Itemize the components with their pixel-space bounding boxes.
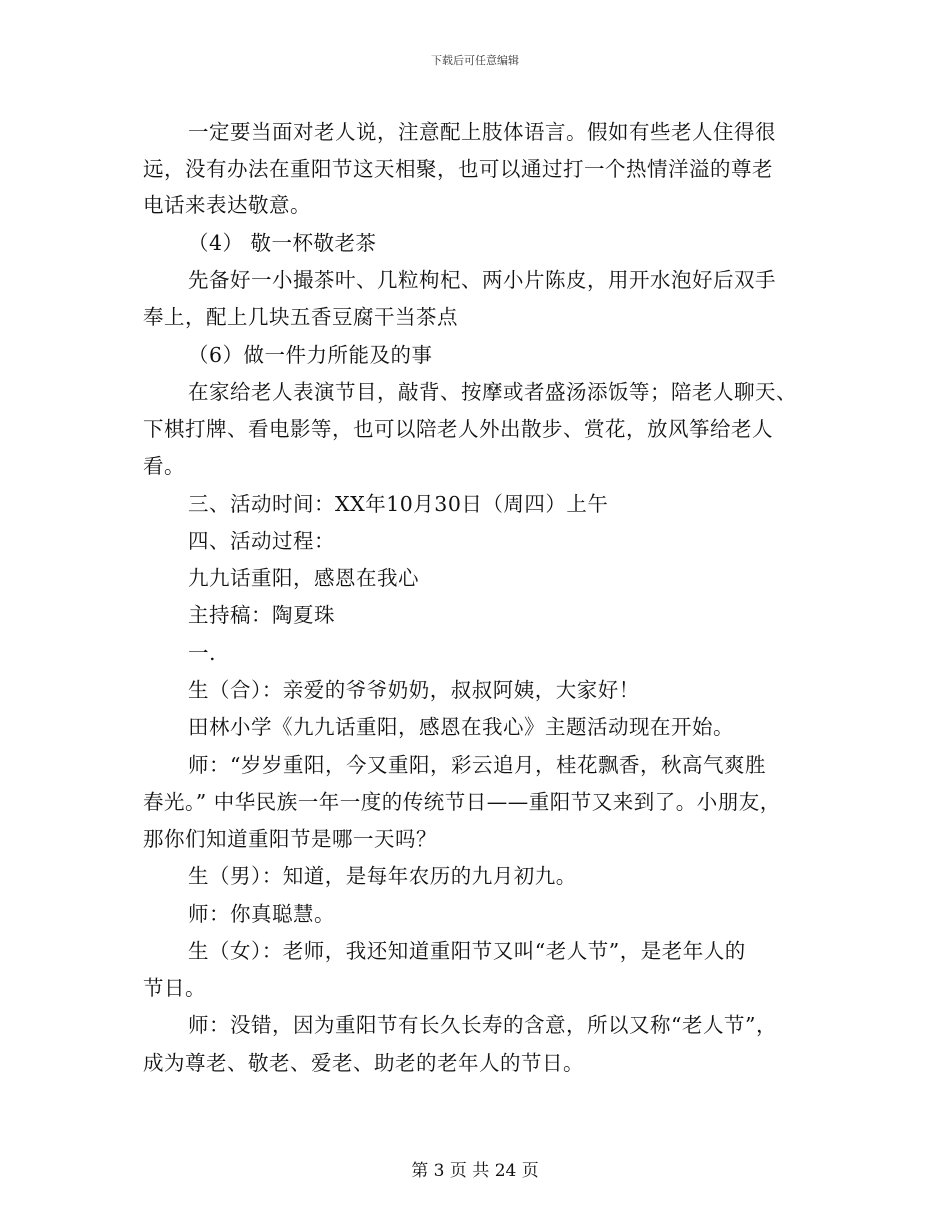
paragraph-line: 看。	[143, 454, 185, 478]
dialogue-line: 师：没错，因为重阳节有长久长寿的含意，所以又称“老人节”，	[188, 1013, 777, 1037]
dialogue-line: 师：“岁岁重阳，今又重阳，彩云追月，桂花飘香，秋高气爽胜	[188, 753, 766, 777]
paragraph-line: 下棋打牌、看电影等，也可以陪老人外出散步、赏花，放风筝给老人	[143, 417, 773, 441]
title-line: 九九话重阳，感恩在我心	[188, 566, 419, 590]
dialogue-line: 生（合）：亲爱的爷爷奶奶，叔叔阿姨，大家好！	[188, 678, 640, 702]
section-heading: 三、活动时间：XX年10月30日（周四）上午	[188, 492, 609, 516]
paragraph-line: 先备好一小撮茶叶、几粒枸杞、两小片陈皮，用开水泡好后双手	[188, 268, 776, 292]
section-heading: （6）做一件力所能及的事	[188, 343, 433, 367]
paragraph-line: 奉上，配上几块五香豆腐干当茶点	[143, 305, 458, 329]
paragraph-line: 远，没有办法在重阳节这天相聚，也可以通过打一个热情洋溢的尊老	[143, 157, 773, 181]
dialogue-line: 那你们知道重阳节是哪一天吗？	[143, 827, 437, 851]
paragraph-line: 在家给老人表演节目，敲背、按摩或者盛汤添饭等；陪老人聊天、	[188, 380, 797, 404]
host-line: 主持稿：陶夏珠	[188, 603, 335, 627]
dialogue-line: 生（男）：知道，是每年农历的九月初九。	[188, 864, 577, 888]
section-heading: 四、活动过程：	[188, 529, 335, 553]
page-header: 下载后可任意编辑	[431, 54, 519, 67]
dialogue-line: 生（女）：老师，我还知道重阳节又叫“老人节”，是老年人的	[188, 939, 746, 963]
section-number: 一.	[188, 641, 217, 665]
page-number: 第 3 页 共 24 页	[411, 1161, 539, 1181]
dialogue-line: 成为尊老、敬老、爱老、助老的老年人的节日。	[143, 1051, 584, 1075]
dialogue-line: 节日。	[143, 976, 206, 1000]
dialogue-line: 田林小学《九九话重阳，感恩在我心》主题活动现在开始。	[188, 715, 734, 739]
paragraph-line: 一定要当面对老人说，注意配上肢体语言。假如有些老人住得很	[188, 120, 776, 144]
paragraph-line: 电话来表达敬意。	[143, 193, 311, 217]
dialogue-line: 师：你真聪慧。	[188, 902, 335, 926]
dialogue-line: 春光。” 中华民族一年一度的传统节日——重阳节又来到了。小朋友，	[143, 790, 781, 814]
section-heading: （4） 敬一杯敬老茶	[188, 231, 377, 255]
